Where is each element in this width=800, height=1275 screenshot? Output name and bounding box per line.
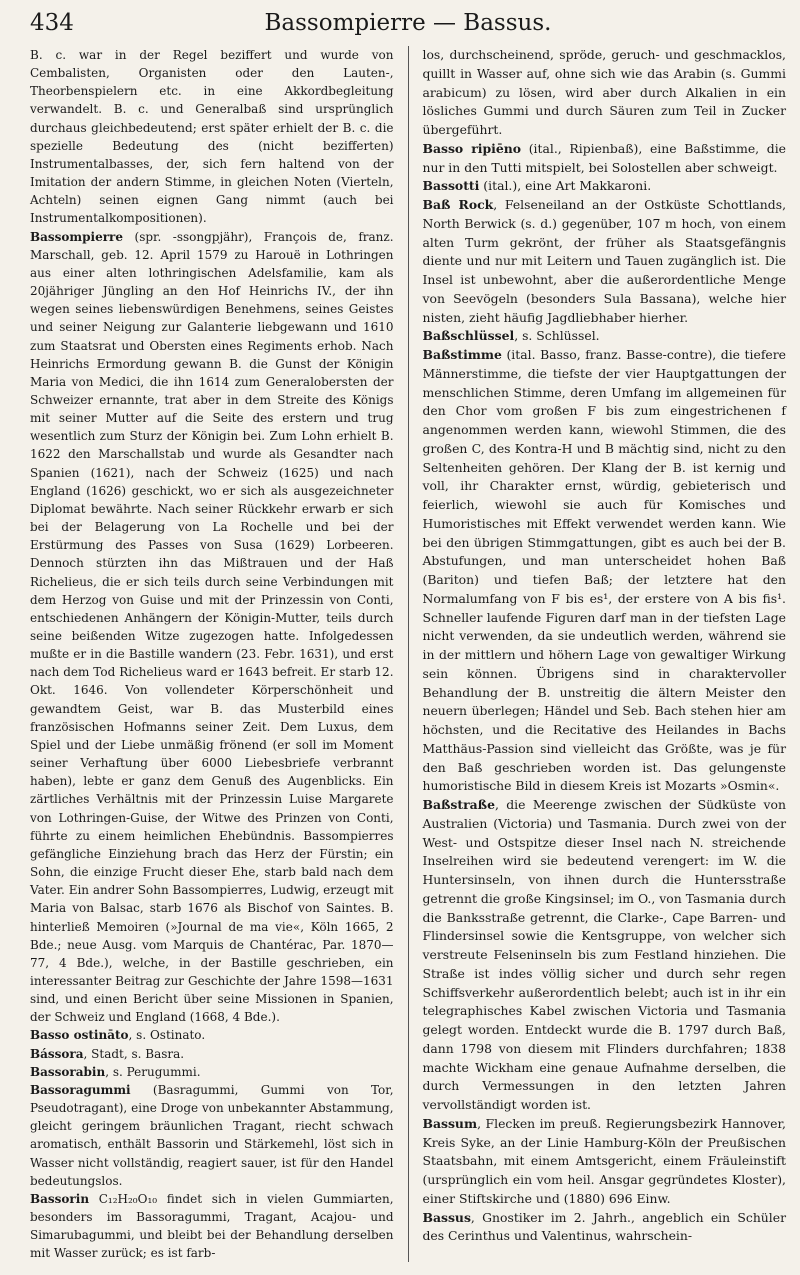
entry [30, 1045, 394, 1063]
entry-text: , Flecken im preuß. Regierungsbezirk Hannover, Kreis Syke, an der Linie Hamburg-Köln der Preußischen Staatsbahn, mit einem Amtsgericht, einem Fräuleinstift (ursprünglich ein vom heil. Ansgar gegründetes Kloster), einer Stiftskirche und (1880) 696 Einw. [422, 1115, 786, 1206]
entry-headword: Basso ripiēno [422, 140, 522, 156]
entry [422, 346, 786, 796]
page-header [30, 10, 786, 46]
entry [422, 1115, 786, 1209]
entry-headword: Bassotti [422, 178, 480, 194]
entry-headword: Bassorin [30, 1191, 90, 1206]
entry [30, 228, 394, 1027]
entry-headword: Bassum [422, 1115, 478, 1131]
entry-headword: Baß Rock [422, 197, 494, 212]
entry [422, 1209, 786, 1247]
entry [30, 1081, 394, 1190]
entry [422, 796, 786, 1115]
entry-headword: Bassompierre [30, 229, 123, 244]
entry-headword: Baßstimme [422, 347, 502, 362]
entry-text: , s. Schlüssel. [514, 328, 600, 344]
entry-text: , s. Perugummi. [105, 1064, 201, 1079]
entry-headword: Baßstraße [422, 797, 495, 812]
entry [422, 196, 786, 327]
entry-headword: Bassus [422, 1209, 471, 1225]
entry-text: (ital.), eine Art Makkaroni. [479, 178, 652, 194]
column-divider [408, 46, 409, 1262]
page-number: 434 [30, 10, 74, 36]
entry-text: , Stadt, s. Basra. [83, 1046, 185, 1061]
entry-headword: Bássora [30, 1046, 84, 1061]
entry-text: , Felseneiland an der Ostküste Schottlands, North Berwick (s. d.) gegenüber, 107 m hoch, von einem alten Turm gekrönt, der früher als Staatsgefängnis diente und nur mit Leitern und Tauen zugänglich ist. Die Insel ist unbewohnt, aber die außerordentliche Menge von Seevögeln (besonders Sula Bassana), welche hier nisten, zieht häufig Jagdliebhaber hierher. [422, 197, 787, 325]
entry-headword: Bassorabin [30, 1064, 106, 1079]
entry [422, 177, 786, 196]
right-column [422, 46, 786, 1246]
entry [30, 1190, 394, 1263]
entry-text: (ital., Ripienbaß), eine Baßstimme, die nur in den Tutti mitspielt, bei Solostellen aber schweigt. [422, 140, 786, 175]
entry-text: (spr. -ssongpjähr), François de, franz. Marschall, geb. 12. April 1579 zu Harouë in Lothringen aus einer alten lothringischen Adelsfamilie, kam als 20jähriger Jüngling an den Hof Heinrichs IV., der ihn wegen seines liebenswürdigen Benehmens, seines Geistes und seiner Neigung zur Galanterie liebgewann und 1610 zum Staatsrat und Obersten eines Regiments erhob. Nach Heinrichs Ermordung gewann B. die Gunst der Königin Maria von Medici, die ihn 1614 zum Generalobersten der Schweizer ernannte, trat aber in dem Streite des Königs mit seiner Mutter auf die Seite des erstern und trug wesentlich zum Sturz der Königin bei. Zum Lohn erhielt B. 1622 den Marschallstab und wurde als Gesandter nach Spanien (1621), nach der Schweiz (1625) und nach England (1626) geschickt, wo er sich als ausgezeichneter Diplomat bewährte. Nach seiner Rückkehr erwarb er sich bei der Belagerung von La Rochelle und bei der Erstürmung des Passes von Susa (1629) Lorbeeren. Dennoch stürzten ihn das Mißtrauen und der Haß Richelieus, die er sich teils durch seine Verbindungen mit dem Herzog von Guise und mit der Prinzessin von Conti, entschiedenen Anhängern der Königin-Mutter, teils durch seine beißenden Witze zugezogen hatte. Infolgedessen mußte er in die Bastille wandern (23. Febr. 1631), und erst nach dem Tod Richelieus ward er 1643 befreit. Er starb 12. Okt. 1646. Von vollendeter Körperschönheit und gewandtem Geist, war B. das Musterbild eines französischen Hofmanns seiner Zeit. Dem Luxus, dem Spiel und der Liebe unmäßig frönend (er soll im Moment seiner Verhaftung über 6000 Liebesbriefe verbrannt haben), lebte er ganz dem Genuß des Augenblicks. Ein zärtliches Verhältnis mit der Prinzessin Luise Margarete von Lothringen-Guise, der Witwe des Prinzen von Conti, führte zu einem heimlichen Ehebündnis. Bassompierres gefängliche Einziehung brach das Herz der Fürstin; ein Sohn, die einzige Frucht dieser Ehe, starb bald nach dem Vater. Ein andrer Sohn Bassompierres, Ludwig, erzeugt mit Maria von Balsac, starb 1676 als Bischof von Saintes. B. hinterließ Memoiren (»Journal de ma vie«, Köln 1665, 2 Bde.; neue Ausg. vom Marquis de Chantérac, Par. 1870—77, 4 Bde.), welche, in der Bastille geschrieben, ein interessanter Beitrag zur Geschichte der Jahre 1598—1631 sind, und einen Bericht über seine Missionen in Spanien, der Schweiz und England (1668, 4 Bde.). [30, 229, 394, 1025]
text-columns [30, 46, 786, 1262]
left-column [30, 46, 394, 1262]
running-head: Bassompierre — Bassus. [264, 10, 552, 36]
entry-headword: Basso ostināto [30, 1028, 129, 1043]
entry-headword: Baßschlüssel [422, 328, 515, 344]
entry [422, 327, 786, 346]
entry [30, 46, 394, 228]
entry [30, 1063, 394, 1081]
entry-text: , die Meerenge zwischen der Südküste von Australien (Victoria) und Tasmania. Durch zwei von der West- und Ostspitze dieser Insel nach N. streichende Inselreihen wird sie bedeutend verengert: im W. die Huntersinseln, von ihnen durch die Huntersstraße getrennt die große Kingsinsel; im O., von Tasmania durch die Banksstraße getrennt, die Clarke-, Cape Barren- und Flindersinsel sowie die Kentsgruppe, von welcher sich verstreute Felseninseln bis zum Festland hinziehen. Die Straße ist indes völlig sicher und durch sehr regen Schiffsverkehr außerordentlich belebt; auch ist in ihr ein telegraphisches Kabel zwischen Victoria und Tasmania gelegt worden. Entdeckt wurde die B. 1797 durch Baß, dann 1798 von diesem mit Flinders durchfahren; 1838 machte Wickham eine genaue Aufnahme derselben, die durch Vermessungen in den letzten Jahren vervollständigt worden ist. [422, 797, 786, 1112]
entry-text: , Gnostiker im 2. Jahrh., angeblich ein Schüler des Cerinthus und Valentinus, wahrschein- [422, 1209, 786, 1244]
entry-text: B. c. war in der Regel beziffert und wurde von Cembalisten, Organisten oder den Lauten-, Theorbenspielern etc. in eine Akkordbegleitung verwandelt. B. c. und Generalbaß sind ursprünglich durchaus gleichbedeutend; erst später erhielt der B. c. die spezielle Bedeutung des (nicht bezifferten) Instrumentalbasses, der, sich fern haltend von der Imitation der andern Stimme, in gleichen Noten (Vierteln, Achteln) seinen eignen Gang nimmt (auch bei Instrumentalkompositionen). [30, 48, 394, 226]
entry-text: (ital. Basso, franz. Basse-contre), die tiefere Männerstimme, die tiefste der vier Hauptgattungen der menschlichen Stimme, deren Umfang im allgemeinen für den Chor vom großen F bis zum eingestrichenen f angenommen werden kann, wiewohl Stimmen, die des großen C, des Kontra-H und B mächtig sind, nicht zu den Seltenheiten gehören. Der Klang der B. ist kernig und voll, ihr Charakter ernst, würdig, gebieterisch und feierlich, wiewohl sie auch für Komisches und Humoristisches mit Effekt verwendet werden kann. Wie bei den übrigen Stimmgattungen, gibt es auch bei der B. Abstufungen, und man unterscheidet hohen Baß (Bariton) und tiefen Baß; der letztere hat den Normalumfang von F bis es¹, der erstere von A bis fis¹. Schneller laufende Figuren darf man in der tiefsten Lage nicht verwenden, da sie undeutlich werden, während sie in der mittlern und höhern Lage von gewaltiger Wirkung sein können. Übrigens sind in charaktervoller Behandlung der B. unstreitig die ältern Meister den neuern überlegen; Händel und Seb. Bach stehen hier am höchsten, und die Recitative des Heilandes in Bachs Matthäus-Passion sind vielleicht das Größte, was je für den Baß geschrieben worden ist. Das gelungenste humoristische Bild in diesem Kreis ist Mozarts »Osmin«. [422, 347, 786, 794]
entry-text: C₁₂H₂₀O₁₀ findet sich in vielen Gummiarten, besonders im Bassoragummi, Tragant, Acajou- und Simarubagummi, und bleibt bei der Behandlung derselben mit Wasser zurück; es ist farb- [30, 1191, 394, 1261]
entry-text: los, durchscheinend, spröde, geruch- und geschmacklos, quillt in Wasser auf, ohne sich wie das Arabin (s. Gummi arabicum) zu lösen, wird aber durch Alkalien in ein lösliches Gummi und durch Säuren zum Teil in Zucker übergeführt. [422, 47, 786, 137]
entry [422, 46, 786, 140]
entry [30, 1026, 394, 1044]
entry [422, 140, 786, 178]
entry-headword: Bassoragummi [30, 1082, 131, 1097]
entry-text: (Basragummi, Gummi von Tor, Pseudotragant), eine Droge von unbekannter Abstammung, gleicht geringem bräunlichen Tragant, riecht schwach aromatisch, enthält Bassorin und Stärkemehl, löst sich in Wasser nicht vollständig, reagiert sauer, ist für den Handel bedeutungslos. [30, 1082, 394, 1188]
entry-text: , s. Ostinato. [128, 1028, 206, 1043]
